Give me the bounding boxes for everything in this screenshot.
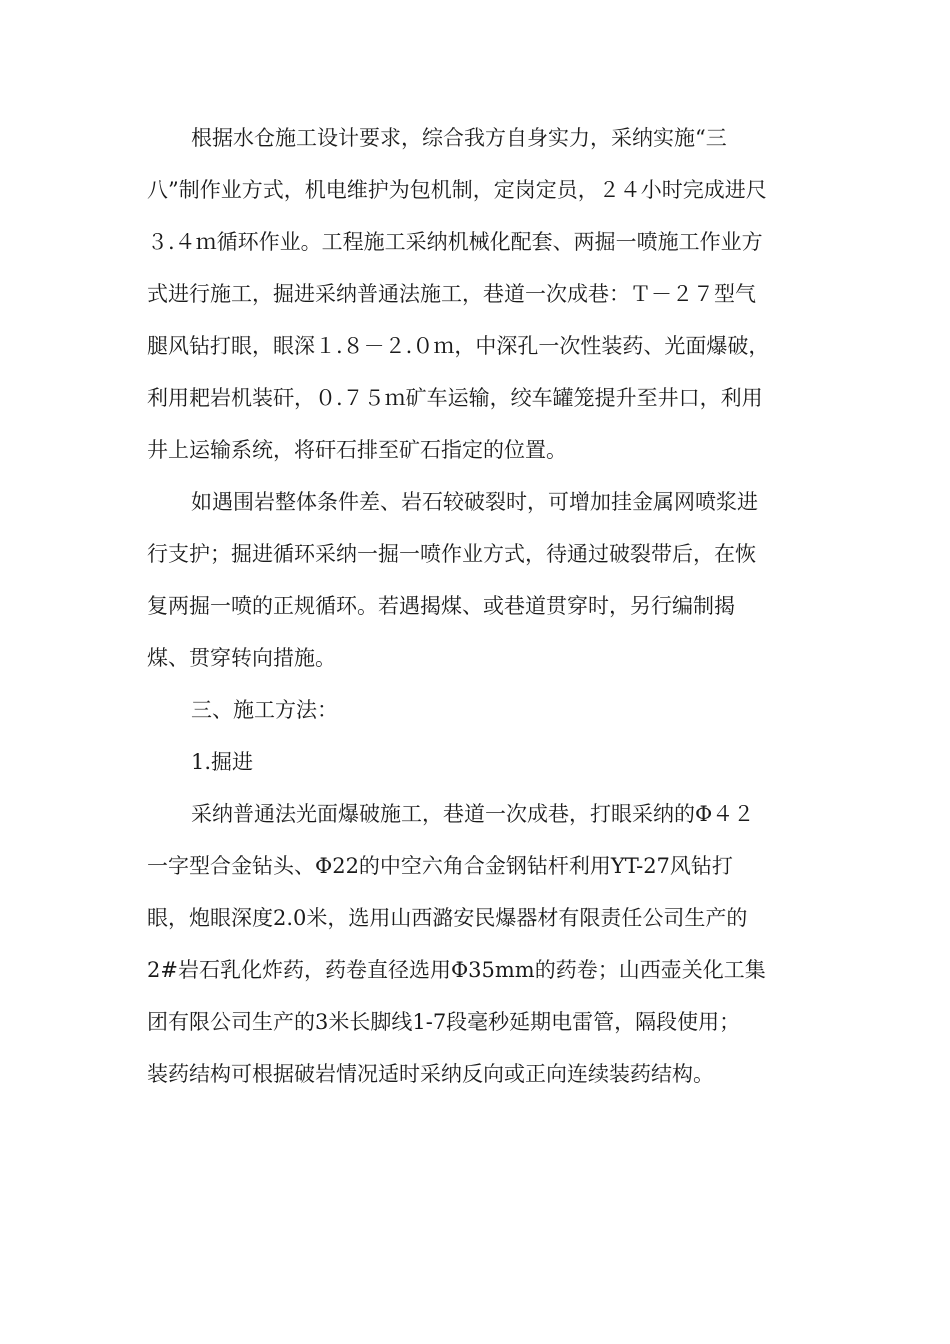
- paragraph-3-line-3: 眼，炮眼深度2.0米，选用山西潞安民爆器材有限责任公司生产的: [147, 906, 748, 930]
- paragraph-1-line-1: 根据水仓施工设计要求，综合我方自身实力，采纳实施“三: [191, 126, 727, 150]
- paragraph-1-line-4: 式进行施工，掘进采纳普通法施工，巷道一次成巷：Ｔ－２７型气: [147, 282, 756, 306]
- paragraph-2-line-4: 煤、贯穿转向措施。: [147, 646, 336, 670]
- paragraph-1-line-6: 利用耙岩机装矸，０.７５ｍ矿车运输，绞车罐笼提升至井口，利用: [147, 386, 763, 410]
- subsection-heading: 1.掘进: [191, 750, 254, 774]
- paragraph-1-line-2: 八”制作业方式，机电维护为包机制，定岗定员，２４小时完成进尺: [147, 178, 767, 202]
- paragraph-2-line-2: 行支护；掘进循环采纳一掘一喷作业方式，待通过破裂带后，在恢: [147, 542, 756, 566]
- paragraph-3-line-5: 团有限公司生产的3米长脚线1-7段毫秒延期电雷管，隔段使用；: [147, 1010, 741, 1034]
- paragraph-3-line-2: 一字型合金钻头、Φ22的中空六角合金钢钻杆利用YT-27风钻打: [147, 854, 733, 878]
- paragraph-2-line-3: 复两掘一喷的正规循环。若遇揭煤、或巷道贯穿时，另行编制揭: [147, 594, 735, 618]
- paragraph-3-line-1: 采纳普通法光面爆破施工，巷道一次成巷，打眼采纳的Φ４２: [191, 802, 755, 826]
- section-heading: 三、施工方法：: [191, 698, 338, 722]
- paragraph-1-line-3: ３.４ｍ循环作业。工程施工采纳机械化配套、两掘一喷施工作业方: [147, 230, 763, 254]
- paragraph-3-line-4: 2#岩石乳化炸药，药卷直径选用Φ35mm的药卷；山西壶关化工集: [147, 958, 766, 982]
- paragraph-3-line-6: 装药结构可根据破岩情况适时采纳反向或正向连续装药结构。: [147, 1062, 714, 1086]
- paragraph-2-line-1: 如遇围岩整体条件差、岩石较破裂时，可增加挂金属网喷浆进: [191, 490, 758, 514]
- paragraph-1-line-5: 腿风钻打眼，眼深１.８－２.０ｍ，中深孔一次性装药、光面爆破，: [147, 334, 770, 358]
- paragraph-1-line-7: 井上运输系统，将矸石排至矿石指定的位置。: [147, 438, 567, 462]
